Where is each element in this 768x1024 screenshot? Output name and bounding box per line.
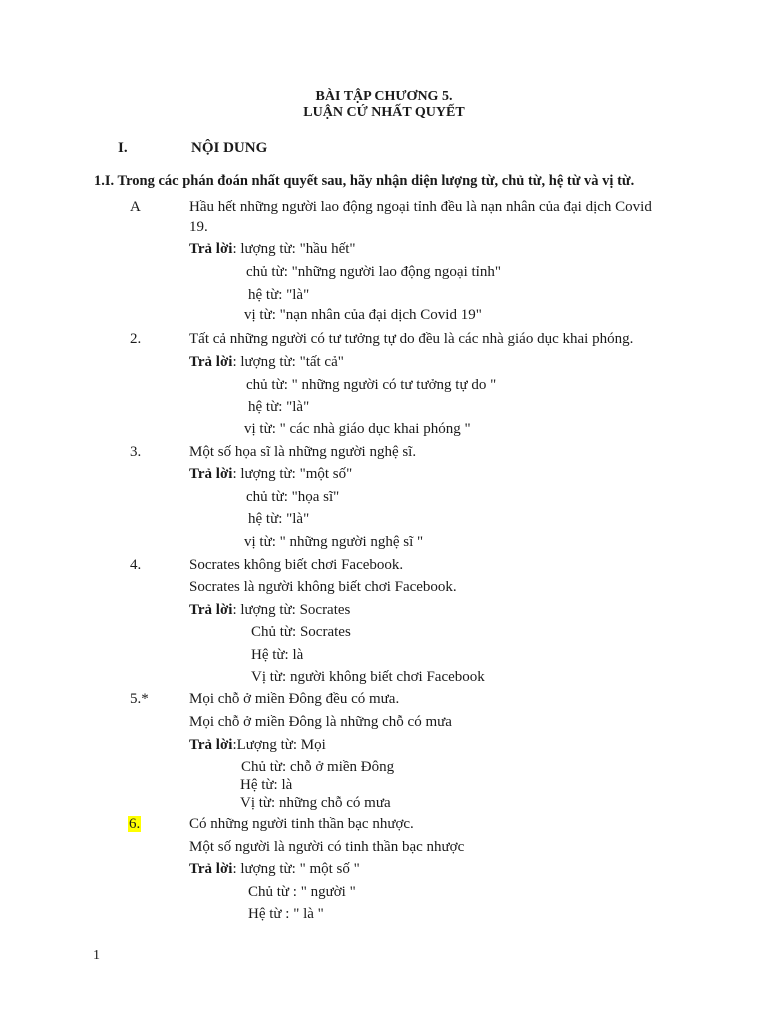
answer-line [189,353,344,371]
item-marker [128,815,141,833]
answer-label: Trả lời [189,241,233,257]
answer-subject: Chủ từ : " người " [248,884,356,900]
answer-predicate: Vị từ: những chỗ có mưa [240,795,391,811]
doc-title-line2: LUẬN CỨ NHẤT QUYẾT [303,105,465,120]
item-marker: 3. [130,444,142,460]
answer-line [189,860,360,878]
doc-title-line1: BÀI TẬP CHƯƠNG 5. [315,89,453,104]
item-statement: 19. [189,219,208,235]
section-heading: NỘI DUNG [191,140,268,156]
answer-line [189,240,356,258]
answer-subject: Chủ từ: Socrates [251,624,351,640]
item-marker: 2. [130,331,142,347]
answer-quantifier: :Lượng từ: Mọi [232,737,326,753]
answer-predicate: Vị từ: người không biết chơi Facebook [251,669,485,685]
answer-label: Trả lời [189,602,233,618]
answer-copula: Hệ từ: là [251,647,304,663]
highlighted-marker: 6. [129,816,141,832]
answer-copula: hệ từ: "là" [248,287,310,303]
answer-line [189,736,326,754]
item-statement: Một số họa sĩ là những người nghệ sĩ. [189,444,417,460]
item-marker: 5.* [130,691,149,707]
answer-subject: chủ từ: " những người có tư tưởng tự do " [246,377,497,393]
answer-copula: hệ từ: "là" [248,399,310,415]
item-statement: Mọi chỗ ở miền Đông là những chỗ có mưa [189,714,452,730]
answer-predicate: vị từ: "nạn nhân của đại dịch Covid 19" [244,307,482,323]
item-marker: 4. [130,557,142,573]
answer-subject: chủ từ: "những người lao động ngoại tỉnh" [246,264,501,280]
page-number: 1 [93,948,100,963]
answer-quantifier: : lượng từ: "hầu hết" [232,241,356,257]
answer-quantifier: : lượng từ: Socrates [232,602,351,618]
item-marker: A [130,199,141,215]
answer-quantifier: : lượng từ: " một số " [232,861,360,877]
item-statement: Có những người tinh thần bạc nhược. [189,816,414,832]
answer-line [189,465,352,483]
answer-label: Trả lời [189,737,233,753]
answer-quantifier: : lượng từ: "tất cả" [232,354,344,370]
item-statement: Một số người là người có tinh thần bạc nhược [189,839,465,855]
answer-label: Trả lời [189,354,233,370]
item-statement: Hầu hết những người lao động ngoại tỉnh đều là nạn nhân của đại dịch Covid [189,199,652,215]
item-statement: Socrates không biết chơi Facebook. [189,557,404,573]
answer-label: Trả lời [189,466,233,482]
answer-predicate: vị từ: " các nhà giáo dục khai phóng " [244,421,471,437]
answer-copula: Hệ từ : " là " [248,906,324,922]
section-number: I. [118,140,128,156]
item-statement: Tất cả những người có tư tưởng tự do đều là các nhà giáo dục khai phóng. [189,331,634,347]
answer-predicate: vị từ: " những người nghệ sĩ " [244,534,424,550]
item-statement: Mọi chỗ ở miền Đông đều có mưa. [189,691,400,707]
exercise-heading: 1.I. Trong các phán đoán nhất quyết sau, hãy nhận diện lượng từ, chủ từ, hệ từ và vị từ. [94,173,635,189]
answer-label: Trả lời [189,861,233,877]
answer-copula: hệ từ: "là" [248,511,310,527]
item-statement: Socrates là người không biết chơi Facebook. [189,579,457,595]
answer-line [189,601,350,619]
answer-subject: chủ từ: "họa sĩ" [246,489,340,505]
answer-quantifier: : lượng từ: "một số" [232,466,353,482]
answer-copula: Hệ từ: là [240,777,293,793]
answer-subject: Chủ từ: chỗ ở miền Đông [241,759,395,775]
